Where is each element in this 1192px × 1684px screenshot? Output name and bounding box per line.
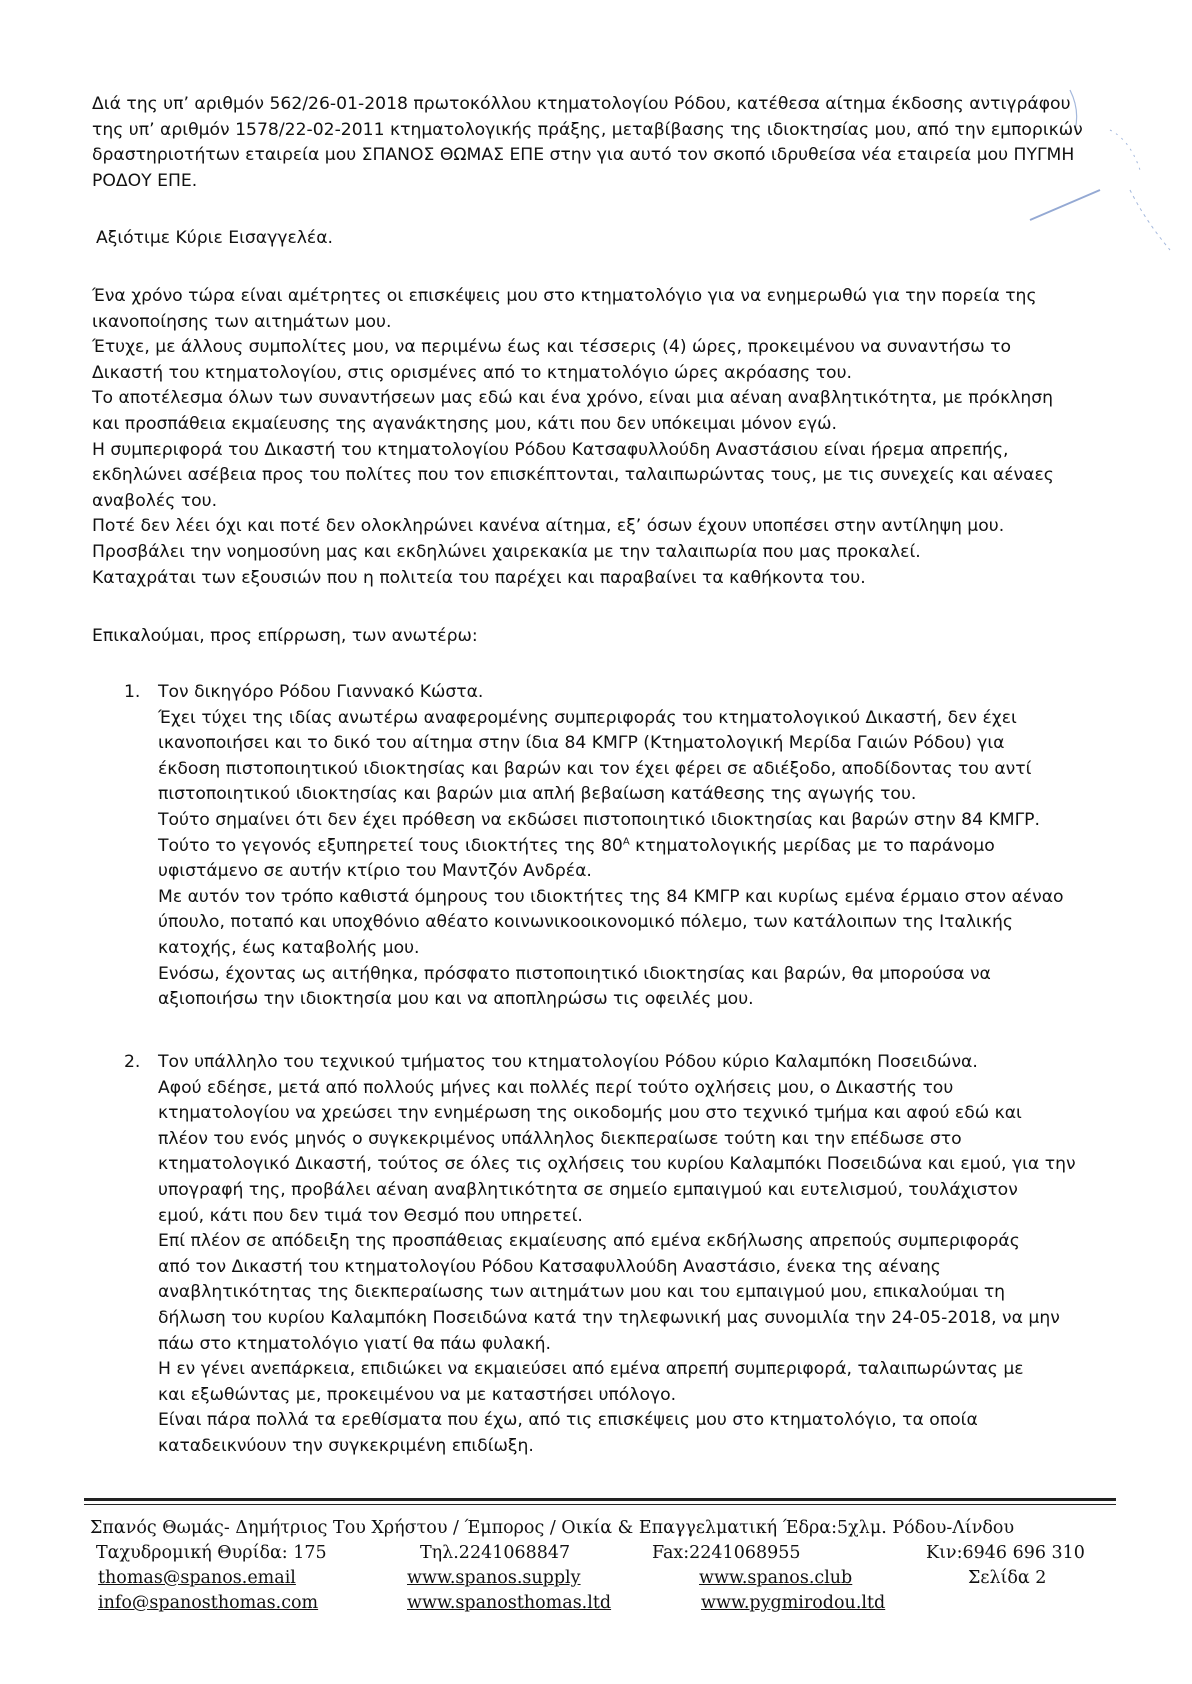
text-line: κτηματολογίου να χρεώσει την ενημέρωση της οικοδομής μου στο τεχνικό τμήμα και αφού εδώ και [158, 1103, 1022, 1124]
text-line: Επί πλέον σε απόδειξη της προσπάθειας εκμαίευσης από εμένα εκδήλωσης απρεπούς συμπεριφοράς [158, 1231, 1020, 1252]
text-line: ικανοποιήσει και το δικό του αίτημα στην ίδια 84 ΚΜΓΡ (Κτηματολογική Μερίδα Γαιών Ρόδου) για [158, 733, 1005, 754]
footer-divider [84, 1498, 1116, 1501]
text-line: εμού, κάτι που δεν τιμά τον Θεσμό που υπηρετεί. [158, 1205, 583, 1226]
text-line: ΡΟΔΟΥ ΕΠΕ. [92, 170, 198, 191]
list-item-text [158, 680, 1118, 1013]
footer-phone: Τηλ.2241068847 [420, 1543, 571, 1563]
list-number: 2. [124, 1052, 141, 1072]
text-line: πάω στο κτηματολόγιο γιατί θα πάω φυλακή. [158, 1333, 551, 1354]
text-line: Δικαστή του κτηματολογίου, στις ορισμένες από το κτηματολόγιο ώρες ακρόασης του. [92, 362, 852, 383]
footer-po-box: Ταχυδρομική Θυρίδα: 175 [96, 1543, 327, 1563]
superscript: Α [622, 835, 630, 847]
text-line: Αφού εδέησε, μετά από πολλούς μήνες και πολλές περί τούτο οχλήσεις μου, ο Δικαστής του [158, 1077, 954, 1098]
text-line: έκδοση πιστοποιητικού ιδιοκτησίας και βαρών και τον έχει φέρει σε αδιέξοδο, αποδίδοντας του αντί [158, 758, 1032, 779]
footer-website-link[interactable]: www.spanos.club [699, 1568, 853, 1588]
body-paragraph [92, 284, 1102, 591]
footer-website-link[interactable]: www.spanosthomas.ltd [407, 1593, 612, 1613]
text-line: Η συμπεριφορά του Δικαστή του κτηματολογίου Ρόδου Κατσαφυλλούδη Αναστάσιου είναι ήρεμα απρεπής, [92, 439, 1009, 460]
text-line: Ένα χρόνο τώρα είναι αμέτρητες οι επισκέψεις μου στο κτηματολόγιο για να ενημερωθώ για την πορεία της [92, 286, 1037, 306]
text-line: Έτυχε, με άλλους συμπολίτες μου, να περιμένω έως και τέσσερις (4) ώρες, προκειμένου να συναντήσω το [92, 337, 1011, 358]
text-line: δήλωση του κυρίου Καλαμπόκη Ποσειδώνα κατά την τηλεφωνική μας συνομιλία την 24-05-2018, να μην [158, 1307, 1060, 1328]
text-line: καταδεικνύουν την συγκεκριμένη επιδίωξη. [158, 1435, 534, 1456]
footer-page-number: Σελίδα 2 [968, 1568, 1047, 1588]
text-line: Διά της υπ’ αριθμόν 562/26-01-2018 πρωτοκόλλου κτηματολογίου Ρόδου, κατέθεσα αίτημα έκδοσης αντιγράφου [92, 94, 1071, 114]
text-line: πιστοποιητικού ιδιοκτησίας και βαρών μια απλή βεβαίωση κατάθεσης της αγωγής του. [158, 784, 917, 805]
salutation [96, 226, 1106, 252]
text-line: Με αυτόν τον τρόπο καθιστά όμηρους του ιδιοκτήτες της 84 ΚΜΓΡ και κυρίως εμένα έρμαιο στον αέναο [158, 886, 1064, 907]
line-part: Τούτο το γεγονός εξυπηρετεί τους ιδιοκτήτες της 80 [158, 835, 623, 856]
text-line: πλέον του ενός μηνός ο συγκεκριμένος υπάλληλος διεκπεραίωσε τούτη και την επέδωσε στο [158, 1128, 962, 1149]
footer-fax: Fax:2241068955 [652, 1543, 801, 1563]
salutation-text: Αξιότιμε Κύριε Εισαγγελέα. [96, 228, 334, 248]
text-line: υφιστάμενο σε αυτήν κτίριο του Μαντζόν Ανδρέα. [158, 861, 592, 882]
text-line: από τον Δικαστή του κτηματολογίου Ρόδου Κατσαφυλλούδη Αναστάσιο, ένεκα της αέναης [158, 1256, 941, 1277]
text-line: ύπουλο, ποταπό και υποχθόνιο αθέατο κοινωνικοοικονομικό πόλεμο, των κατάλοιπων της Ιταλικής [158, 912, 1013, 933]
text-line: Ποτέ δεν λέει όχι και ποτέ δεν ολοκληρώνει κανένα αίτημα, εξ’ όσων έχουν υποπέσει στην αντίληψη μου. [92, 516, 1005, 537]
footer-divider-thin [84, 1504, 1116, 1505]
text-line [158, 834, 1118, 860]
line-part: κτηματολογικής μερίδας με το παράνομο [629, 835, 995, 856]
text-line: υπογραφή της, προβάλει αέναη αναβλητικότητα σε σημείο εμπαιγμού και ευτελισμού, τουλάχιστον [158, 1179, 1018, 1200]
text-line: κτηματολογικό Δικαστή, τούτος σε όλες τις οχλήσεις του κυρίου Καλαμπόκι Ποσειδώνα και εμού, για την [158, 1154, 1076, 1175]
text-line: Προσβάλει την νοημοσύνη μας και εκδηλώνει χαιρεκακία με την ταλαιπωρία που μας προκαλεί. [92, 541, 921, 562]
footer-website-link[interactable]: www.spanos.supply [407, 1568, 581, 1588]
text-line: Καταχράται των εξουσιών που η πολιτεία του παρέχει και παραβαίνει τα καθήκοντα του. [92, 567, 866, 588]
text-line: Το αποτέλεσμα όλων των συναντήσεων μας εδώ και ένα χρόνο, είναι μια αέναη αναβλητικότητα, με πρόκληση [92, 388, 1054, 409]
text-line: αξιοποιήσω την ιδιοκτησία μου και να αποπληρώσω τις οφειλές μου. [158, 989, 754, 1010]
footer-email-link[interactable]: thomas@spanos.email [98, 1568, 296, 1588]
text-line: της υπ’ αριθμόν 1578/22-02-2011 κτηματολογικής πράξης, μεταβίβασης της ιδιοκτησίας μου, από την εμπορικών [92, 119, 1083, 140]
invoke-line [92, 624, 1102, 650]
text-line: Ενόσω, έχοντας ως αιτήθηκα, πρόσφατο πιστοποιητικό ιδιοκτησίας και βαρών, θα μπορούσα να [158, 963, 991, 984]
text-line: αναβολές του. [92, 490, 218, 511]
text-line: δραστηριοτήτων εταιρεία μου ΣΠΑΝΟΣ ΘΩΜΑΣ ΕΠΕ στην για αυτό τον σκοπό ιδρυθείσα νέα εταιρεία μου ΠΥΓΜΗ [92, 145, 1075, 166]
text-line: αναβλητικότητας της διεκπεραίωσης των αιτημάτων μου και του εμπαιγμού μου, επικαλούμαι τη [158, 1282, 1006, 1303]
footer-email-link[interactable]: info@spanosthomas.com [98, 1593, 319, 1613]
text-line: κατοχής, έως καταβολής μου. [158, 937, 420, 958]
text-line: Τον υπάλληλο του τεχνικού τμήματος του κτηματολογίου Ρόδου κύριο Καλαμπόκη Ποσειδώνα. [158, 1052, 978, 1072]
invoke-text: Επικαλούμαι, προς επίρρωση, των ανωτέρω: [92, 626, 478, 646]
text-line: Τον δικηγόρο Ρόδου Γιαννακό Κώστα. [158, 682, 484, 702]
text-line: Η εν γένει ανεπάρκεια, επιδιώκει να εκμαιεύσει από εμένα απρεπή συμπεριφορά, ταλαιπωρώντας με [158, 1359, 1024, 1380]
intro-paragraph [92, 92, 1102, 194]
text-line: Τούτο σημαίνει ότι δεν έχει πρόθεση να εκδώσει πιστοποιητικό ιδιοκτησίας και βαρών στην 84 ΚΜΓΡ. [158, 809, 1040, 830]
text-line: ικανοποίησης των αιτημάτων μου. [92, 311, 392, 332]
text-line: Είναι πάρα πολλά τα ερεθίσματα που έχω, από τις επισκέψεις μου στο κτηματολόγιο, τα οποία [158, 1410, 978, 1431]
footer-address: Σπανός Θωμάς- Δημήτριος Του Χρήστου / Έμπορος / Οικία & Επαγγελματική Έδρα:5χλμ. Ρόδου-Λίνδου [90, 1518, 1015, 1538]
footer-website-link[interactable]: www.pygmirodou.ltd [701, 1593, 886, 1613]
text-line: και προσπάθεια εκμαίευσης της αγανάκτησης μου, κάτι που δεν υπόκειμαι μόνον εγώ. [92, 413, 837, 434]
text-line: εκδηλώνει ασέβεια προς του πολίτες που τον επισκέπτονται, ταλαιπωρώντας τους, με τις συνεχείς και αέναες [92, 465, 1054, 486]
text-line: Έχει τύχει της ιδίας ανωτέρω αναφερομένης συμπεριφοράς του κτηματολογικού Δικαστή, δεν έχει [158, 707, 1017, 728]
footer-mobile: Κιν:6946 696 310 [926, 1543, 1085, 1563]
list-item-text [158, 1050, 1118, 1460]
text-line: και εξωθώντας με, προκειμένου να με καταστήσει υπόλογο. [158, 1384, 677, 1405]
list-number: 1. [124, 682, 141, 702]
